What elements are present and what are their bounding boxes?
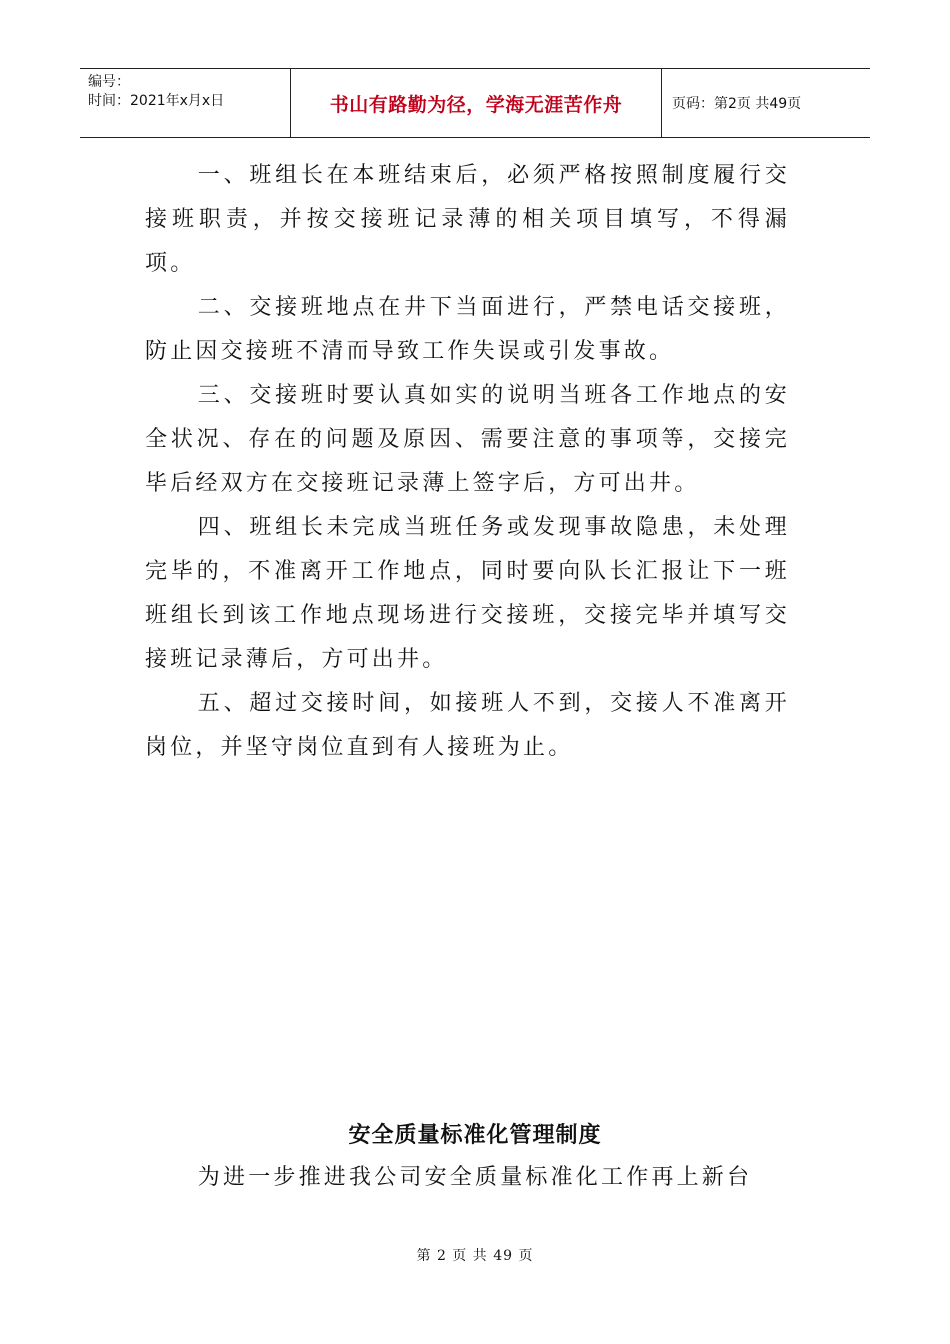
section-title: 安全质量标准化管理制度 — [348, 1123, 602, 1148]
document-header — [80, 68, 870, 138]
paragraph-3: 三、交接班时要认真如实的说明当班各工作地点的安全状况、存在的问题及原因、需要注意的事项等，交接完毕后经双方在交接班记录薄上签字后，方可出井。 — [145, 383, 790, 496]
page-footer: 第 2 页 共 49 页 — [416, 1248, 534, 1264]
section-intro: 为进一步推进我公司安全质量标准化工作再上新台 — [197, 1165, 753, 1190]
paragraph-4: 四、班组长未完成当班任务或发现事故隐患，未处理完毕的，不准离开工作地点，同时要向队长汇报让下一班班组长到该工作地点现场进行交接班，交接完毕并填写交接班记录薄后，方可出井。 — [145, 515, 790, 672]
paragraph-2: 二、交接班地点在井下当面进行，严禁电话交接班，防止因交接班不清而导致工作失误或引发事故。 — [145, 295, 790, 364]
paragraph-5: 五、超过交接时间，如接班人不到，交接人不准离开岗位，并坚守岗位直到有人接班为止。 — [145, 691, 790, 760]
document-number-label: 编号： — [88, 74, 130, 90]
header-page-info: 页码：第2页 共49页 — [672, 96, 802, 112]
paragraph-1: 一、班组长在本班结束后，必须严格按照制度履行交接班职责，并按交接班记录薄的相关项目填写，不得漏项。 — [145, 163, 790, 276]
header-motto: 书山有路勤为径，学海无涯苦作舟 — [291, 69, 662, 137]
document-body — [145, 154, 790, 770]
document-time-label: 时间：2021年x月x日 — [88, 93, 225, 109]
header-meta — [80, 69, 291, 137]
